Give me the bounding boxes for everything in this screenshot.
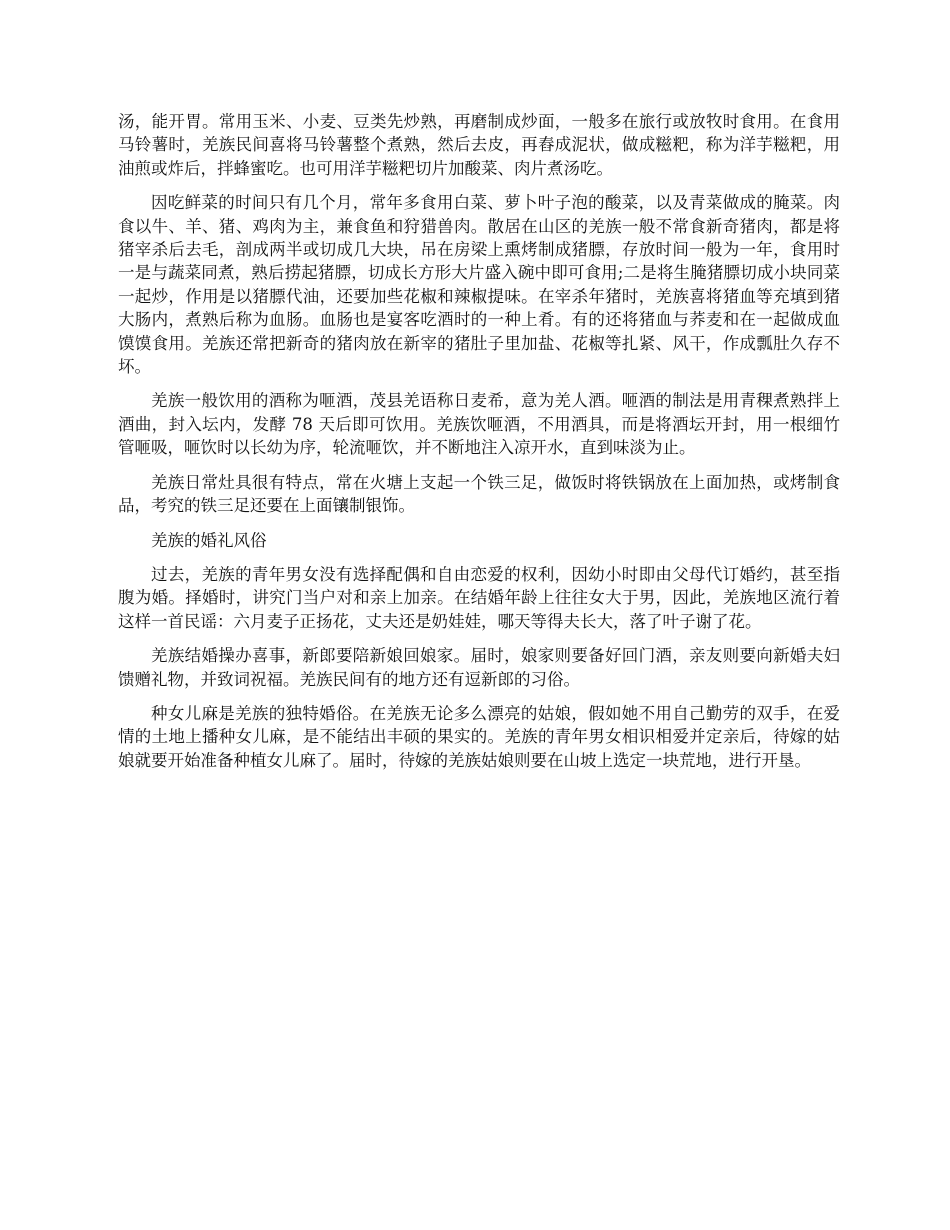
paragraph-7: 种女儿麻是羌族的独特婚俗。在羌族无论多么漂亮的姑娘，假如她不用自己勤劳的双手，在爱情的土地上播种女儿麻，是不能结出丰硕的果实的。羌族的青年男女相识相爱并定亲后，待嫁的姑娘就要开始准备种植女儿麻了。届时，待嫁的羌族姑娘则要在山坡上选定一块荒地，进行开垦。 [118,703,840,770]
paragraph-3: 羌族一般饮用的酒称为咂酒，茂县羌语称日麦希，意为羌人酒。咂酒的制法是用青稞煮熟拌上酒曲，封入坛内，发酵 78 天后即可饮用。羌族饮咂酒，不用酒具，而是将酒坛开封，用一根细竹管咂吸，咂饮时以长幼为序，轮流咂饮，并不断地注入凉开水，直到味淡为止。 [118,391,840,458]
paragraph-1: 汤，能开胃。常用玉米、小麦、豆类先炒熟，再磨制成炒面，一般多在旅行或放牧时食用。在食用马铃薯时，羌族民间喜将马铃薯整个煮熟，然后去皮，再舂成泥状，做成糍粑，称为洋芋糍粑，用油煎或炸后，拌蜂蜜吃。也可用洋芋糍粑切片加酸菜、肉片煮汤吃。 [118,112,840,178]
document-body [118,110,840,783]
paragraph-4: 羌族日常灶具很有特点，常在火塘上支起一个铁三足，做饭时将铁锅放在上面加热，或烤制食品，考究的铁三足还要在上面镶制银饰。 [118,472,840,516]
paragraph-5: 过去，羌族的青年男女没有选择配偶和自由恋爱的权利，因幼小时即由父母代订婚约，甚至指腹为婚。择婚时，讲究门当户对和亲上加亲。在结婚年龄上往往女大于男，因此，羌族地区流行着这样一首民谣：六月麦子正扬花，丈夫还是奶娃娃，哪天等得夫长大，落了叶子谢了花。 [118,564,840,631]
paragraph-6: 羌族结婚操办喜事，新郎要陪新娘回娘家。届时，娘家则要备好回门酒，亲友则要向新婚夫妇馈赠礼物，并致词祝福。羌族民间有的地方还有逗新郎的习俗。 [118,646,840,689]
section-heading: 羌族的婚礼风俗 [151,530,267,550]
paragraph-2: 因吃鲜菜的时间只有几个月，常年多食用白菜、萝卜叶子泡的酸菜，以及青菜做成的腌菜。肉食以牛、羊、猪、鸡肉为主，兼食鱼和狩猎兽肉。散居在山区的羌族一般不常食新奇猪肉，都是将猪宰杀后去毛，剖成两半或切成几大块，吊在房梁上熏烤制成猪膘，存放时间一般为一年，食用时一是与蔬菜同煮，熟后捞起猪膘，切成长方形大片盛入碗中即可食用;二是将生腌猪膘切成小块同菜一起炒，作用是以猪膘代油，还要加些花椒和辣椒提味。在宰杀年猪时，羌族喜将猪血等充填到猪大肠内，煮熟后称为血肠。血肠也是宴客吃酒时的一种上肴。有的还将猪血与荞麦和在一起做成血馍馍食用。羌族还常把新奇的猪肉放在新宰的猪肚子里加盐、花椒等扎紧、风干，作成瓢肚久存不坏。 [118,193,840,377]
